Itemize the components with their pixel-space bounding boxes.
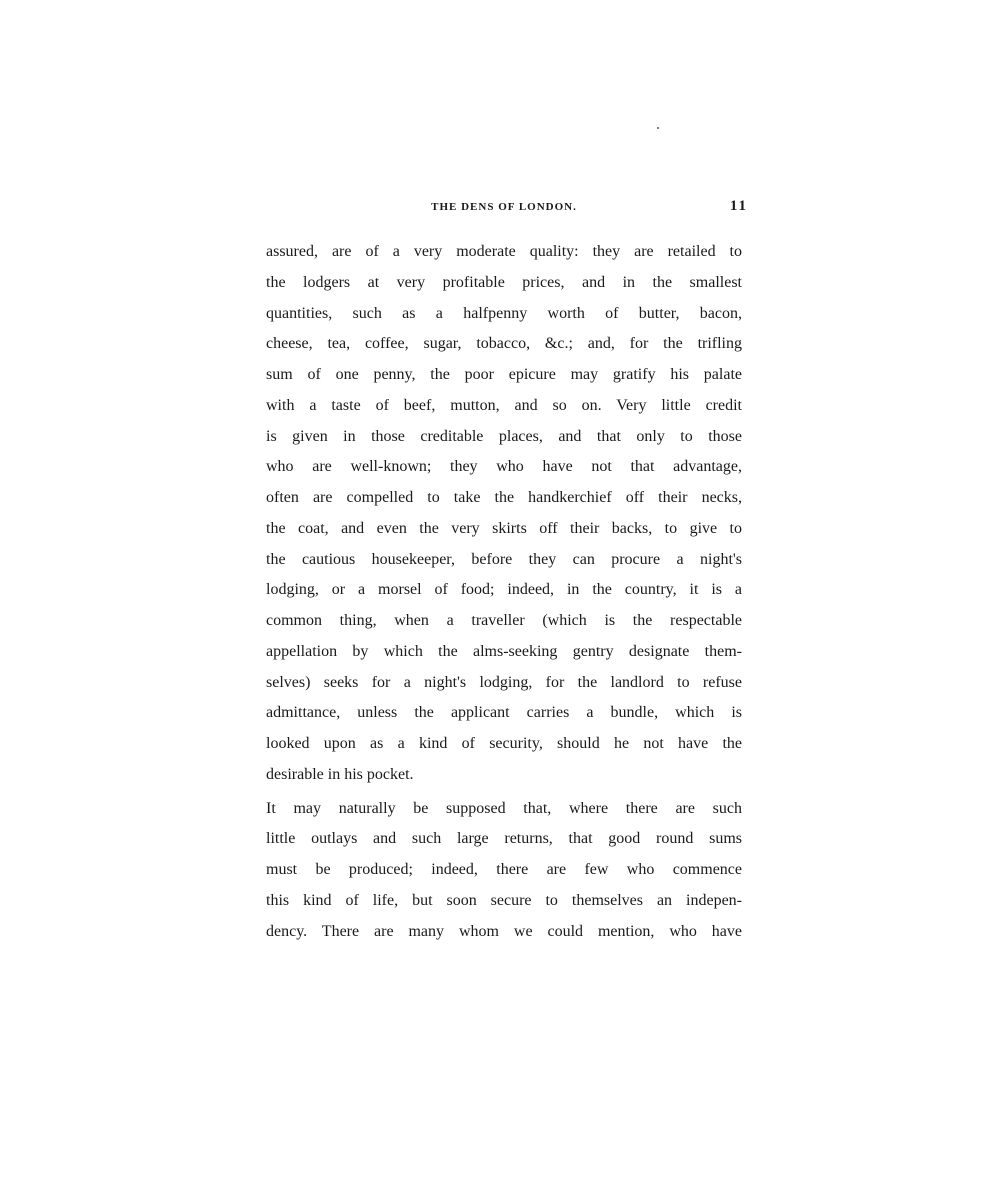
text-line: is given in those creditable places, and that only to those	[266, 427, 742, 445]
text-line: with a taste of beef, mutton, and so on. Very little credit	[266, 396, 742, 414]
text-line: It may naturally be supposed that, where there are such	[266, 799, 742, 817]
paragraph	[266, 794, 742, 948]
text-line: must be produced; indeed, there are few who commence	[266, 861, 742, 878]
text-line: looked upon as a kind of security, should he not have the	[266, 735, 742, 752]
running-head	[266, 198, 748, 218]
text-line: appellation by which the alms-seeking gentry designate them-	[266, 642, 742, 660]
text-line: cheese, tea, coffee, sugar, tobacco, &c.; and, for the trifling	[266, 335, 742, 353]
text-line: the cautious housekeeper, before they can procure a night's	[266, 550, 742, 568]
paragraph	[266, 237, 742, 791]
text-line: the lodgers at very profitable prices, and in the smallest	[266, 273, 742, 291]
text-line: dency. There are many whom we could mention, who have	[266, 922, 742, 940]
text-line: selves) seeks for a night's lodging, for the landlord to refuse	[266, 673, 742, 691]
text-line: common thing, when a traveller (which is the respectable	[266, 612, 742, 629]
text-line: desirable in his pocket.	[266, 765, 414, 783]
text-line: sum of one penny, the poor epicure may gratify his palate	[266, 366, 742, 383]
text-line: often are compelled to take the handkerchief off their necks,	[266, 489, 742, 506]
text-line: the coat, and even the very skirts off their backs, to give to	[266, 519, 742, 537]
text-line: this kind of life, but soon secure to themselves an indepen-	[266, 891, 742, 909]
text-line: quantities, such as a halfpenny worth of butter, bacon,	[266, 304, 742, 322]
text-line: lodging, or a morsel of food; indeed, in the country, it is a	[266, 581, 742, 599]
text-line: assured, are of a very moderate quality: they are retailed to	[266, 243, 742, 260]
text-line: little outlays and such large returns, that good round sums	[266, 830, 742, 848]
ink-speck	[657, 127, 659, 129]
running-title: THE DENS OF LONDON.	[431, 201, 577, 213]
text-line: admittance, unless the applicant carries a bundle, which is	[266, 704, 742, 722]
text-line: who are well-known; they who have not that advantage,	[266, 458, 742, 476]
body-text	[266, 237, 742, 947]
page-number: 11	[729, 198, 748, 214]
